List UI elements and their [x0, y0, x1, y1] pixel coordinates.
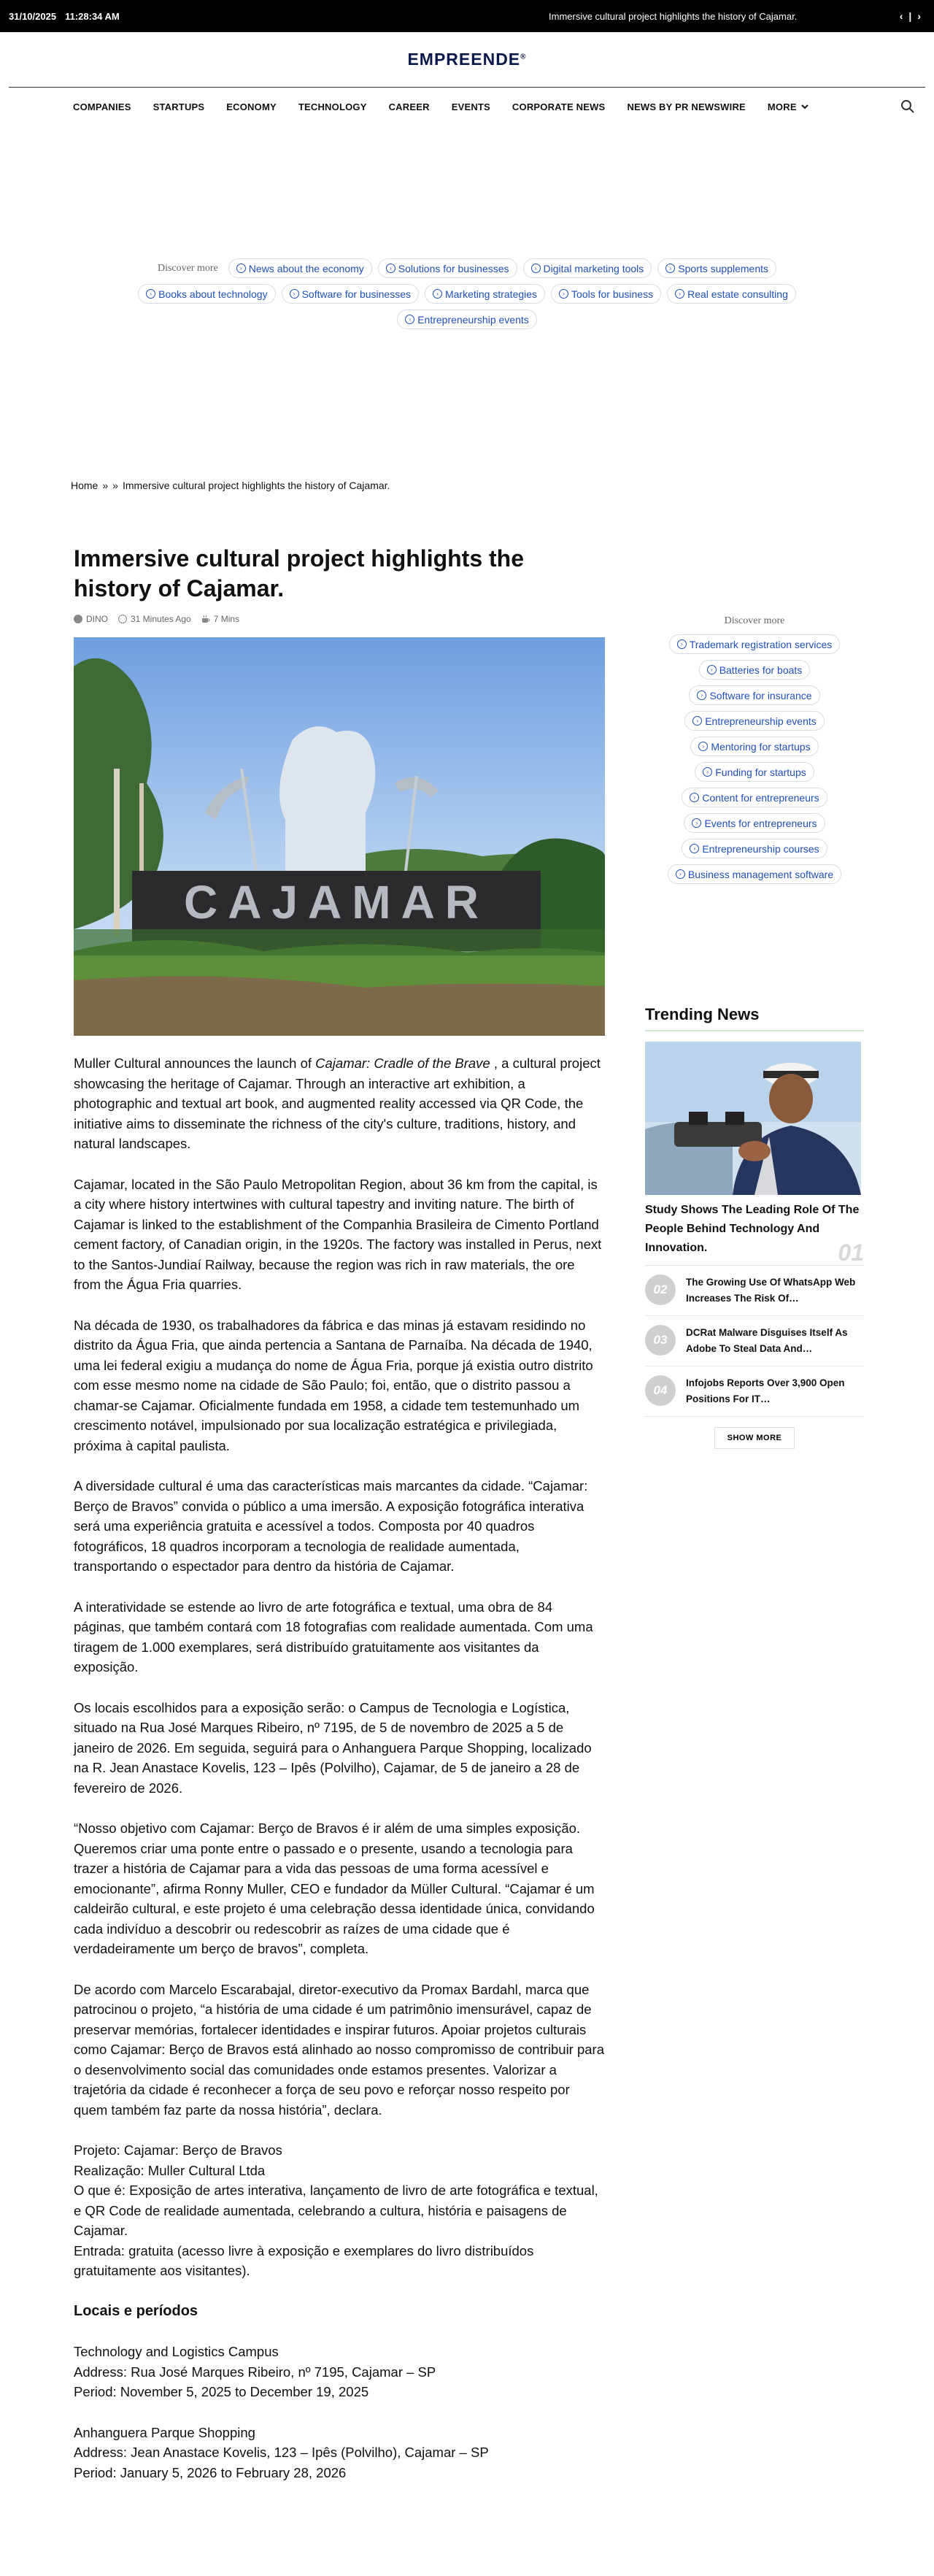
search-circle-icon: › [690, 793, 699, 802]
logo-text: EMPREENDE [407, 50, 521, 69]
discover-chip[interactable] [228, 258, 372, 278]
chip-label: Content for entrepreneurs [702, 791, 819, 804]
show-more-button[interactable]: SHOW MORE [714, 1427, 795, 1449]
hero-photo [74, 637, 605, 1036]
discover-chip[interactable] [667, 284, 796, 304]
logo-mark: ® [520, 53, 527, 61]
project-producer: Realização: Muller Cultural Ltda [74, 2162, 266, 2178]
discover-chip[interactable] [684, 711, 825, 731]
article-body [74, 1053, 605, 2483]
discover-more-label: Discover more [157, 262, 218, 274]
chevron-down-icon [801, 104, 808, 109]
nav-more-label: MORE [767, 101, 797, 112]
project-details [74, 2140, 605, 2281]
project-entry: Entrada: gratuita (acesso livre à exposição e exemplares do livro distribuídos gratuitamente aos visitantes). [74, 2242, 534, 2278]
ticker-controls [900, 10, 921, 22]
location-period: Period: November 5, 2025 to December 19, 2025 [74, 2384, 369, 2399]
discover-chip[interactable] [669, 634, 841, 654]
ticker-prev-icon[interactable]: ‹ [899, 10, 903, 22]
discover-chip[interactable] [657, 258, 776, 278]
chip-label: Entrepreneurship events [705, 715, 817, 727]
discover-chip[interactable] [425, 284, 545, 304]
search-circle-icon: › [559, 289, 568, 299]
chip-label: Entrepreneurship events [417, 313, 529, 326]
chip-label: Sports supplements [678, 262, 769, 274]
discover-chip[interactable] [689, 685, 819, 705]
time-ago: 31 Minutes Ago [131, 614, 191, 624]
chip-label: Tools for business [571, 288, 654, 300]
discover-chip[interactable] [397, 309, 537, 329]
paragraph: Na década de 1930, os trabalhadores da fábrica e das minas já estavam residindo no distrito da Água Fria, que ainda pertencia a Santana de Parnaíba. Na década de 1940, uma lei federal exigiu a mudança do nome de Água Fria, porque já existia outro distrito com esse mesmo nome na cidade de São Paulo; foi, então, que o distrito passou a chamar-se Cajamar. Oficialmente fundada em 1958, a cidade tem testemunhado um crescimento notável, impulsionado por sua localização estratégica e privilegiada, próxima à capital paulista. [74, 1317, 593, 1453]
logo-area [9, 32, 925, 88]
paragraph: De acordo com Marcelo Escarabajal, diretor-executivo da Promax Bardahl, marca que patrocinou o projeto, “a história de uma cidade é um patrimônio imensurável, capaz de preservar memórias, fortalecer identidades e inspirar futuros. Apoiar projetos culturais como Cajamar: Berço de Bravos está alinhado ao nosso compromisso de contribuir para o desenvolvimento social das comunidades onde estamos presentes. Valorizar a trajetória da cidade é reconhecer a força de seu povo e reforçar nosso respeito por quem também faz parte da nossa história”, declara. [74, 1981, 605, 2118]
chip-label: Batteries for boats [719, 664, 803, 676]
search-circle-icon: › [703, 767, 712, 777]
location-block [74, 2342, 605, 2402]
search-circle-icon: › [692, 716, 702, 726]
nav-events[interactable]: EVENTS [451, 101, 490, 112]
discover-chip[interactable] [138, 284, 275, 304]
trending-lead-image[interactable] [645, 1042, 861, 1195]
chip-label: Software for businesses [301, 288, 411, 300]
search-circle-icon: › [697, 691, 706, 700]
paragraph-text: , a cultural project showcasing the heritage of Cajamar. Through an interactive art exhibition, a photographic and textual art book, and augmented reality accessed via QR Code, the initiative aims to disseminate the richness of the city's culture, traditions, history, and natural landscapes. [74, 1056, 601, 1151]
paragraph: Cajamar, located in the São Paulo Metropolitan Region, about 36 km from the capital, is a city where history intertwines with cultural tapestry and inviting nature. The birth of Cajamar is linked to the establishment of the Companhia Brasileira de Cimento Portland cement factory, of Canadian origin, in the 1920s. The factory was installed in Perus, next to the Santos-Jundiaí Railway, because the region was rich in raw materials, the ore from the Água Fria quarries. [74, 1176, 602, 1292]
read-time-meta [201, 614, 239, 624]
trending-rank: 04 [645, 1375, 676, 1406]
chip-label: Funding for startups [715, 766, 806, 778]
date-time [9, 11, 120, 22]
chip-label: Trademark registration services [689, 638, 833, 650]
nav-pr-newswire[interactable]: NEWS BY PR NEWSWIRE [627, 101, 746, 112]
article-meta [74, 614, 605, 624]
trending-lead-photo [645, 1042, 861, 1195]
chip-label: Marketing strategies [444, 288, 538, 300]
author-meta [74, 614, 108, 624]
breadcrumb-separator: » [102, 480, 109, 491]
paragraph [74, 1053, 605, 1154]
trending-item [645, 1316, 864, 1366]
trending-item [645, 1366, 864, 1417]
nav-startups[interactable]: STARTUPS [153, 101, 205, 112]
breadcrumb-current: Immersive cultural project highlights the history of Cajamar. [122, 480, 390, 491]
coffee-icon [201, 615, 210, 623]
trending-rank: 02 [645, 1274, 676, 1305]
chip-label: Software for insurance [709, 689, 812, 701]
top-bar [0, 0, 934, 32]
time-meta [118, 614, 191, 624]
trending-item-title[interactable]: DCRat Malware Disguises Itself As Adobe To Steal Data And… [686, 1327, 848, 1354]
discover-chip[interactable] [282, 284, 419, 304]
breadcrumb-separator: » [112, 480, 118, 491]
paragraph: A interatividade se estende ao livro de arte fotográfica e textual, uma obra de 84 páginas, que também contará com 18 fotografias com realidade aumentada. Com uma tiragem de 1.000 exemplares, será distribuído gratuitamente aos visitantes da exposição. [74, 1599, 593, 1675]
search-circle-icon: › [405, 315, 414, 324]
discover-more-top [0, 258, 934, 329]
discover-chip[interactable] [690, 737, 818, 756]
main-nav [0, 88, 934, 126]
search-circle-icon: › [707, 665, 717, 674]
search-circle-icon: › [146, 289, 155, 299]
paragraph-text: Muller Cultural announces the launch of [74, 1056, 316, 1071]
chip-label: Events for entrepreneurs [704, 817, 817, 829]
paragraph: Os locais escolhidos para a exposição serão: o Campus de Tecnologia e Logística, situado na Rua José Marques Ribeiro, nº 7195, de 5 de novembro de 2025 a 5 de janeiro de 2026. Em seguida, seguirá para o Anhanguera Parque Shopping, localizado na R. Jean Anastace Kovelis, 123 – Ipês (Polvilho), Cajamar, de 5 de janeiro a 28 de fevereiro de 2026. [74, 1699, 592, 1796]
discover-chip[interactable] [523, 258, 652, 278]
discover-chip[interactable] [551, 284, 661, 304]
chip-label: Real estate consulting [687, 288, 788, 300]
chip-label: Solutions for businesses [398, 262, 509, 274]
search-circle-icon: › [676, 869, 685, 879]
location-name: Technology and Logistics Campus [74, 2344, 279, 2359]
discover-chip[interactable] [668, 864, 841, 884]
read-time: 7 Mins [213, 614, 240, 624]
search-circle-icon: › [236, 264, 246, 273]
nav-technology[interactable]: TECHNOLOGY [298, 101, 367, 112]
discover-chip[interactable] [682, 839, 827, 858]
trending-item [645, 1266, 864, 1316]
breadcrumb-home[interactable]: Home [71, 480, 99, 491]
trending-heading: Trending News [645, 1005, 864, 1031]
current-date: 31/10/2025 [9, 10, 57, 22]
paragraph-emphasis: Cajamar: Cradle of the Brave [315, 1056, 490, 1071]
chip-label: News about the economy [248, 262, 364, 274]
paragraph: A diversidade cultural é uma das características mais marcantes da cidade. “Cajamar: Berço de Bravos” convida o público a uma imersão. A exposição fotográfica interativa será uma experiência gratuita e acessível a todos. Composta por 40 quadros fotográficos, 18 quadros incorporam a tecnologia de realidade aumentada, transportando o espectador para dentro da história de Cajamar. [74, 1478, 588, 1574]
project-name: Projeto: Cajamar: Berço de Bravos [74, 2142, 282, 2158]
discover-more-sidebar [645, 615, 864, 884]
discover-chip[interactable] [684, 813, 825, 833]
search-circle-icon: › [531, 264, 541, 273]
section-heading: Locais e períodos [74, 2302, 198, 2319]
hero-image [74, 637, 605, 1036]
chip-label: Entrepreneurship courses [702, 842, 819, 855]
discover-chip[interactable] [378, 258, 517, 278]
discover-more-label: Discover more [724, 615, 785, 626]
nav-economy[interactable]: ECONOMY [226, 101, 277, 112]
breadcrumb [71, 480, 390, 491]
nav-career[interactable]: CAREER [388, 101, 430, 112]
article-title: Immersive cultural project highlights the history of Cajamar. [74, 545, 525, 601]
search-circle-icon: › [386, 264, 395, 273]
location-period: Period: January 5, 2026 to February 28, 2026 [74, 2464, 347, 2480]
hero-sign-text: CAJAMAR [184, 876, 489, 928]
trending-item-title[interactable]: The Growing Use Of WhatsApp Web Increases The Risk Of… [686, 1277, 856, 1304]
chip-label: Books about technology [158, 288, 268, 300]
search-circle-icon: › [690, 844, 699, 853]
location-address: Address: Jean Anastace Kovelis, 123 – Ipês (Polvilho), Cajamar – SP [74, 2445, 489, 2460]
discover-chip[interactable] [699, 660, 811, 680]
search-circle-icon: › [675, 289, 684, 299]
nav-companies[interactable]: COMPANIES [73, 101, 131, 112]
current-time: 11:28:34 AM [65, 10, 120, 22]
search-circle-icon: › [433, 289, 442, 299]
article [74, 544, 605, 2503]
trending-rank: 03 [645, 1325, 676, 1356]
ticker-next-icon[interactable]: › [917, 10, 921, 22]
paragraph: “Nosso objetivo com Cajamar: Berço de Bravos é ir além de uma simples exposição. Queremos criar uma ponte entre o passado e o presente, usando a tecnologia para trazer a história de Cajamar para a vida das pessoas de uma forma acessível e emocionante”, afirma Ronny Muller, CEO e fundador da Müller Cultural. “Cajamar é um caldeirão cultural, e este projeto é uma celebração dessa identidade única, convidando cada indivíduo a descobrir ou redescobrir as raízes de uma cidade que é verdadeiramente um berço de bravos”, completa. [74, 1820, 595, 1956]
project-what: O que é: Exposição de artes interativa, lançamento de livro de arte fotográfica e textual, e QR Code de realidade aumentada, celebrando a cultura, história e paisagens de Cajamar. [74, 2183, 598, 2238]
discover-chip[interactable] [682, 788, 827, 807]
chip-label: Digital marketing tools [543, 262, 644, 274]
search-icon[interactable] [900, 99, 915, 114]
location-block [74, 2423, 605, 2483]
nav-more[interactable] [768, 101, 808, 112]
news-ticker-link[interactable]: Immersive cultural project highlights the history of Cajamar. [549, 10, 798, 22]
clock-icon [118, 615, 127, 623]
ticker-separator: | [908, 10, 912, 22]
discover-chip[interactable] [695, 762, 814, 782]
search-circle-icon: › [665, 264, 675, 273]
trending-lead [645, 1201, 864, 1266]
search-circle-icon: › [692, 818, 701, 828]
search-circle-icon: › [677, 639, 687, 649]
chip-label: Mentoring for startups [711, 740, 811, 753]
trending-rank: 01 [838, 1239, 864, 1266]
site-logo[interactable] [407, 50, 526, 69]
location-name: Anhanguera Parque Shopping [74, 2424, 255, 2440]
trending-lead-title[interactable]: Study Shows The Leading Role Of The People Behind Technology And Innovation. [645, 1204, 860, 1254]
search-circle-icon: › [290, 289, 299, 299]
trending-item-title[interactable]: Infojobs Reports Over 3,900 Open Positions For IT… [686, 1377, 845, 1404]
author-link[interactable]: DINO [86, 614, 108, 624]
search-circle-icon: › [698, 742, 708, 751]
chip-label: Business management software [687, 868, 834, 880]
author-icon [74, 615, 82, 623]
trending-news [645, 1005, 864, 1449]
nav-corporate-news[interactable]: CORPORATE NEWS [512, 101, 606, 112]
location-address: Address: Rua José Marques Ribeiro, nº 7195, Cajamar – SP [74, 2364, 436, 2380]
